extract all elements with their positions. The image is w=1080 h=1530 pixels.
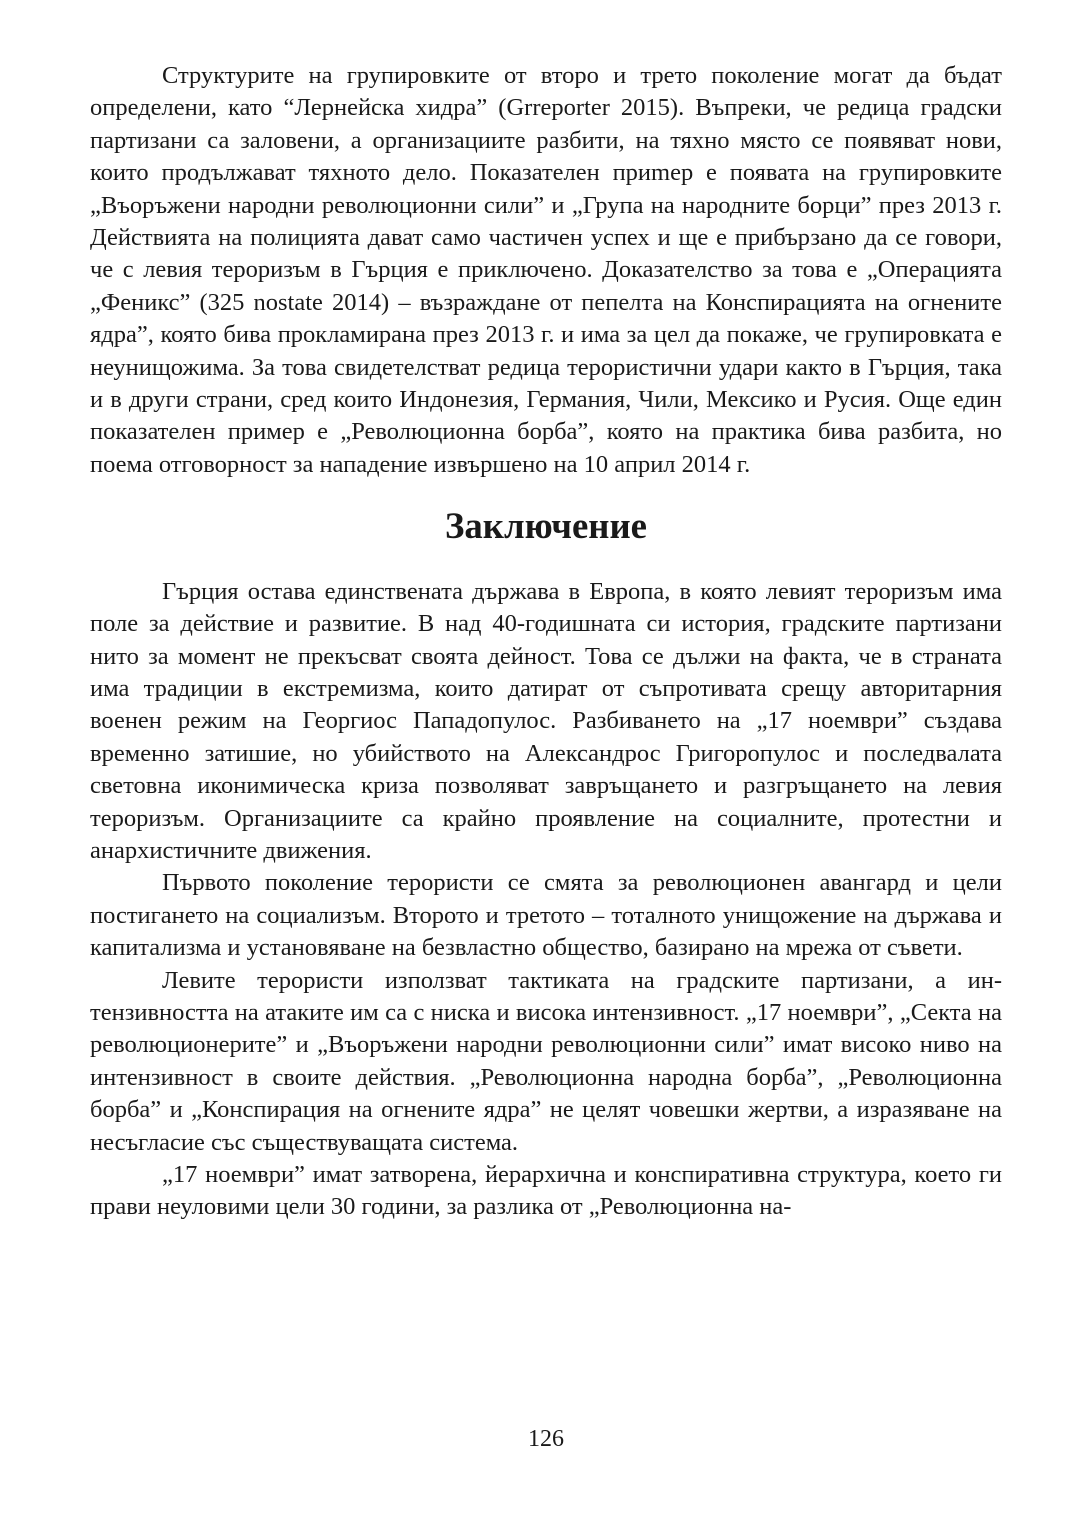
document-page <box>90 60 1002 1224</box>
paragraph-group-structure: Структурите на групировките от второ и трето поколение могат да бъдат определени, като “Лернейска хидра” (Grreporter 2015). Въпреки, че редица градски партизани са заловени, а организациите разбити, на тяхно място се появяват нови, които продължават тяхното дело. Показателен приmер е появата на групировките „Въоръжени народни революционни сили” и „Група на народните борци” през 2013 г. Действията на полицията дават само частичен успех и ще е прибързано да се говори, че с левия тероризъм в Гърция е приключено. Доказателство за това е „Операцията „Феникс” (325 nostate 2014) – възраждане от пепелта на Конспирацията на огнените ядра”, която бива прокламирана през 2013 г. и има за цел да покаже, че групировката е неунищожима. За това свидетелстват редица терористични удари както в Гърция, така и в други страни, сред които Индонезия, Германия, Чили, Мексико и Русия. Още един показателен пример е „Революционна борба”, която на практика бива разбита, но поема отговорност за нападение извършено на 10 април 2014 г. <box>90 62 1002 478</box>
section-heading-conclusion: Заключение <box>445 505 647 547</box>
paragraph-urban-guerrilla-tactics: Левите терористи използват тактиката на градските партизани, а интензивността на атаките им са с ниска и висока интензивност. „17 ноември”, „Секта на революционерите” и „Въоръжени народни революционни сили” имат високо ниво на интензивност в своите действия. „Революционна народна борба”, „Революционна борба” и „Конспирация на огнените ядра” не целят човешки жертви, а изразяване на несъгласие със съществуващата система. <box>90 966 1002 1156</box>
page-number: 126 <box>528 1426 564 1452</box>
paragraph-greece-left-terrorism: Гърция остава единствената държава в Европа, в която левият тероризъм има поле за действие и развитие. В над 40-годишната си история, градските партизани нито за момент не прекъсват своята дейност. Това се дължи на факта, че в страната има традиции в екстремизма, които датират от съпротивата срещу авторитарния военен режим на Георгиос Пападопулос. Разбиването на „17 ноември” създава временно затишие, но убийството на Александрос Григоропулос и последвалата световна иконимическа криза позволяват завръщането и разгръщането на левия тероризъм. Организациите са крайно проявление на социалните, протестни и анархистичните движения. <box>90 577 1002 864</box>
paragraph-17-november-structure: „17 ноември” имат затворена, йерархична и конспиративна структура, което ги прави неуловими цели 30 години, за разлика от „Революционна на- <box>90 1161 1002 1221</box>
paragraph-first-generation: Първото поколение терористи се смята за революционен авангард и цели постигането на социализъм. Второто и третото – тоталното унищожение на държава и капитализма и установяване на безвластно общество, базирано на мрежа от съвети. <box>90 869 1002 962</box>
